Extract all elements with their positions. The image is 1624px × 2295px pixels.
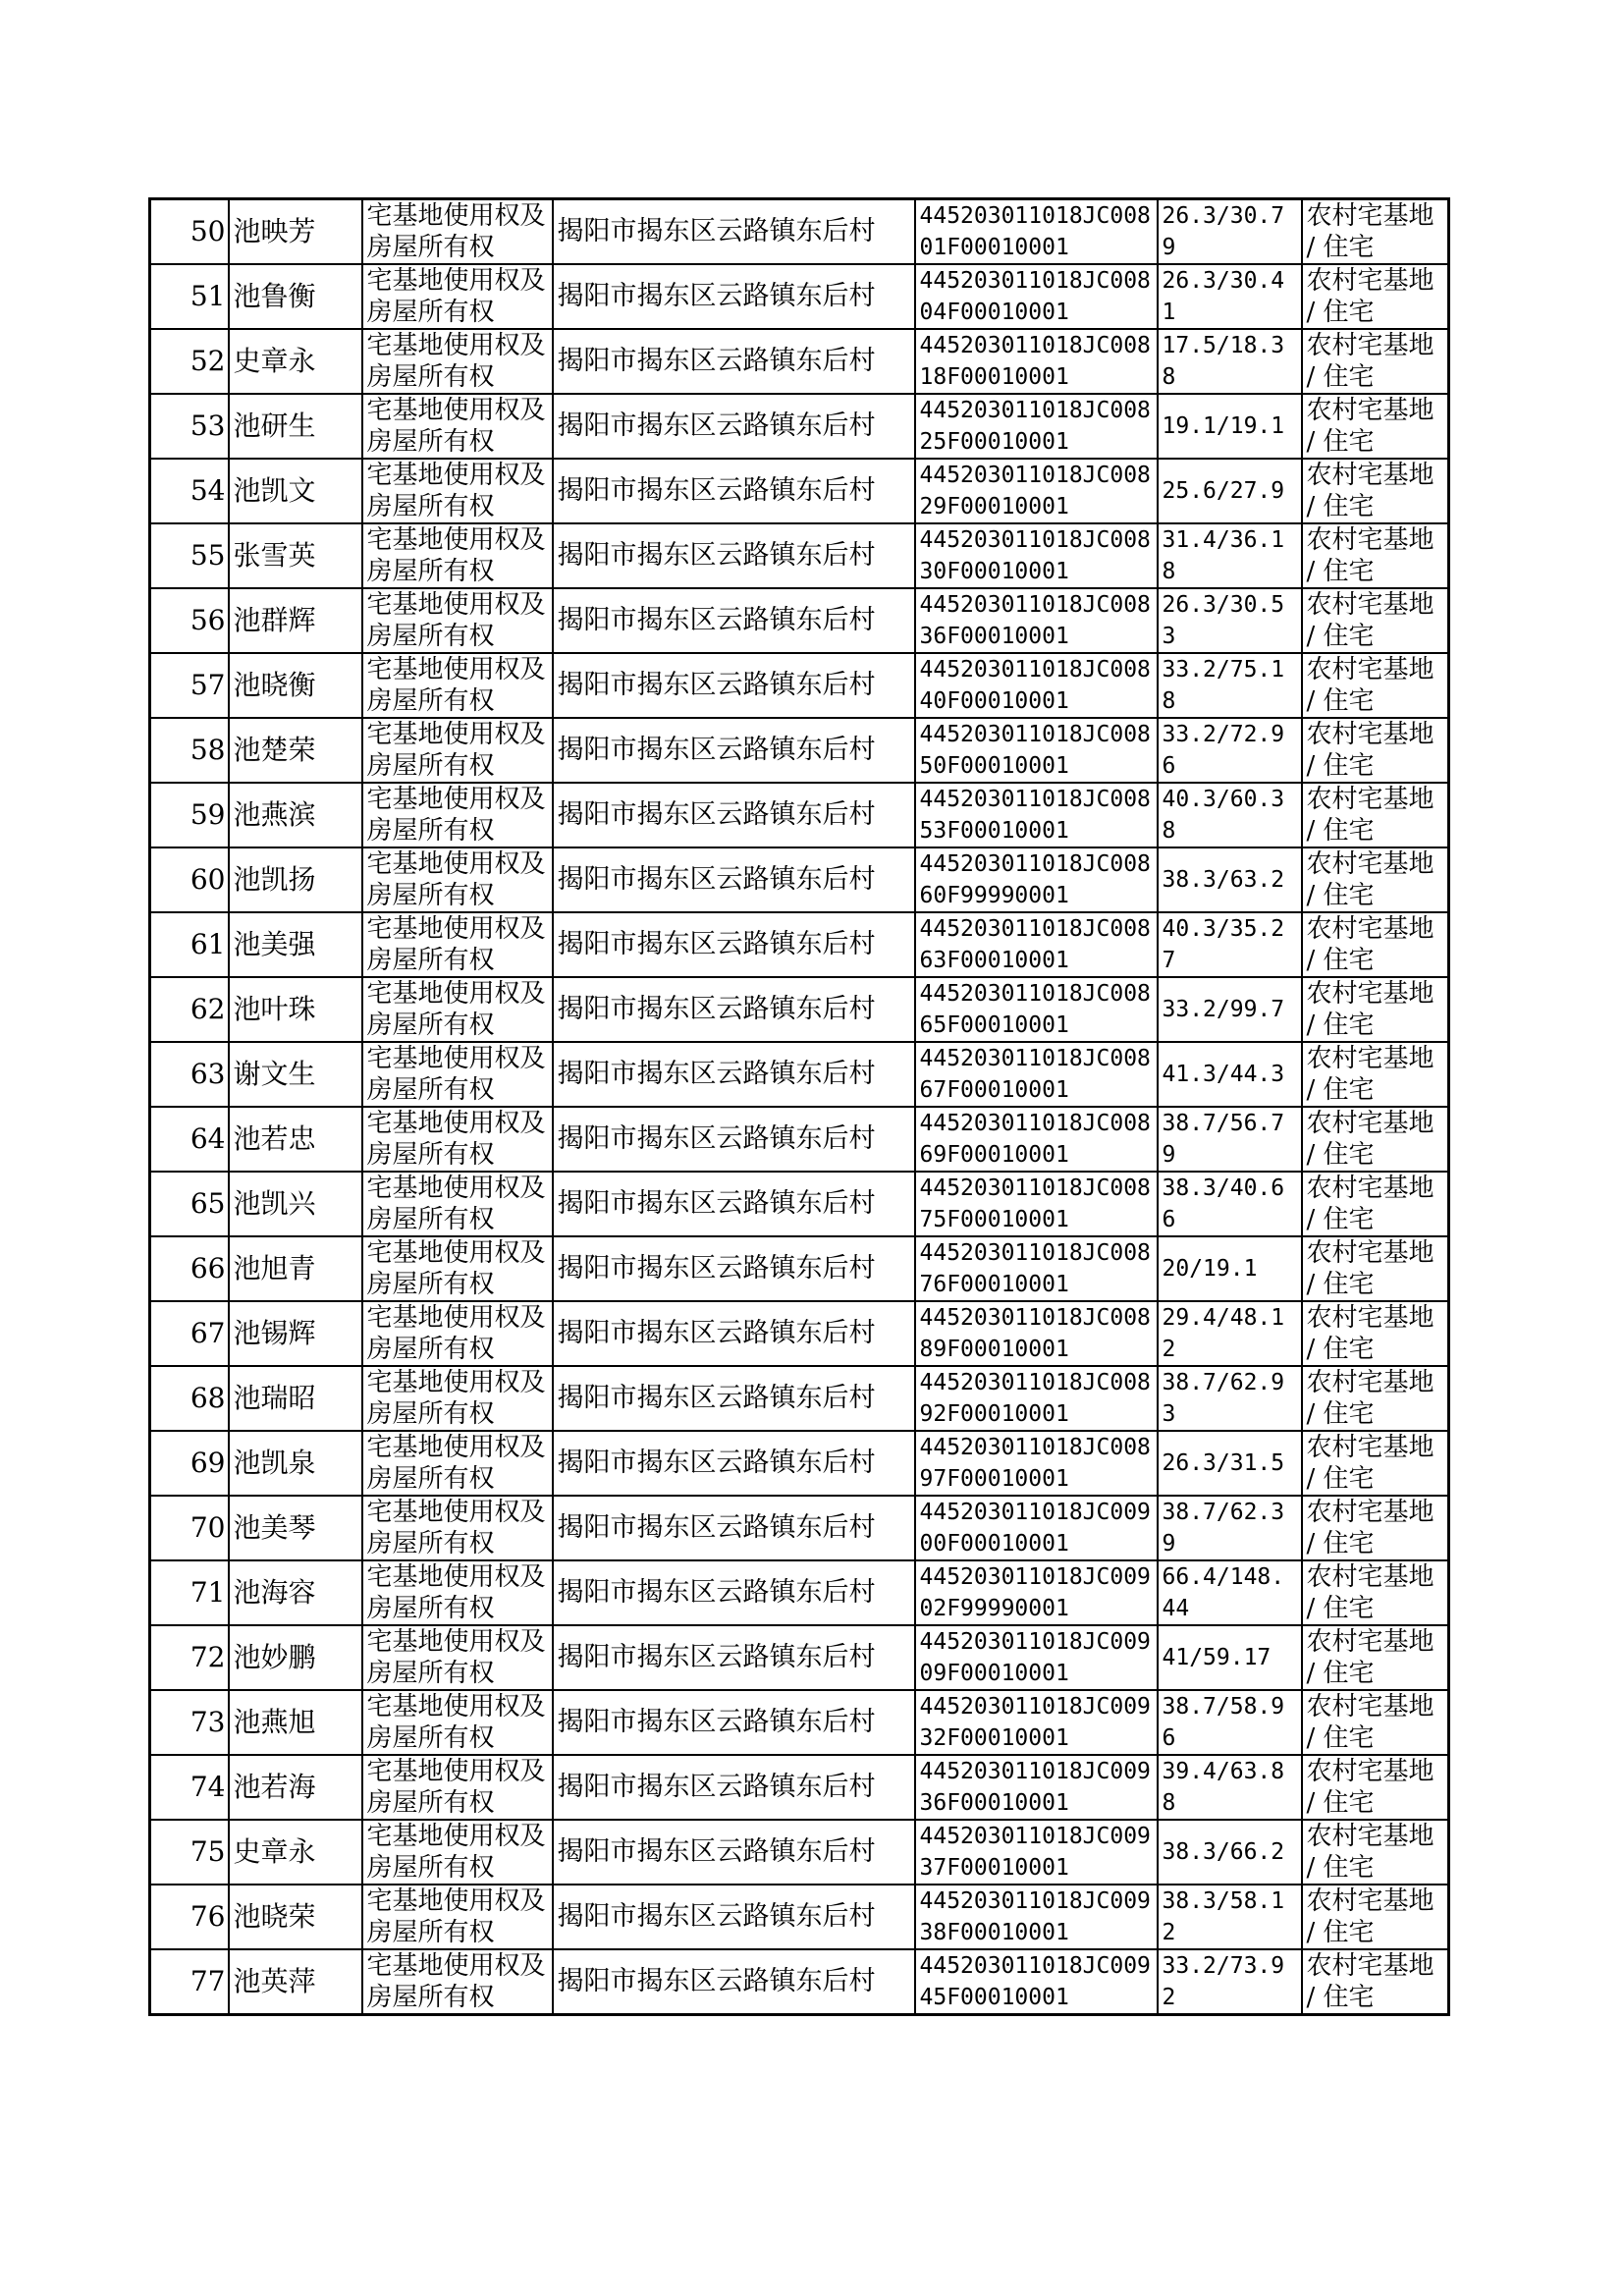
right-type-cell: 宅基地使用权及房屋所有权 [362,264,553,329]
area-value-cell: 26.3/30.41 [1158,264,1302,329]
right-type-cell: 宅基地使用权及房屋所有权 [362,1820,553,1885]
unit-code-cell: 445203011018JC00836F00010001 [915,588,1158,653]
land-use-cell: 农村宅基地 / 住宅 [1302,1301,1449,1366]
unit-code-cell: 445203011018JC00902F99990001 [915,1560,1158,1625]
land-use-cell: 农村宅基地 / 住宅 [1302,1366,1449,1431]
right-type-cell: 宅基地使用权及房屋所有权 [362,1885,553,1949]
right-type-cell: 宅基地使用权及房屋所有权 [362,1172,553,1236]
land-use-cell: 农村宅基地 / 住宅 [1302,1755,1449,1820]
row-number-cell: 70 [150,1496,229,1560]
land-use-cell: 农村宅基地 / 住宅 [1302,718,1449,783]
area-value-cell: 33.2/75.18 [1158,653,1302,718]
right-type-cell: 宅基地使用权及房屋所有权 [362,1431,553,1496]
row-number-cell: 59 [150,783,229,847]
land-use-cell: 农村宅基地 / 住宅 [1302,1885,1449,1949]
right-type-cell: 宅基地使用权及房屋所有权 [362,977,553,1042]
area-value-cell: 41.3/44.3 [1158,1042,1302,1107]
row-number-cell: 76 [150,1885,229,1949]
area-value-cell: 31.4/36.18 [1158,523,1302,588]
owner-name-cell: 池楚荣 [229,718,362,783]
owner-name-cell: 池晓衡 [229,653,362,718]
row-number-cell: 69 [150,1431,229,1496]
unit-code-cell: 445203011018JC00804F00010001 [915,264,1158,329]
right-type-cell: 宅基地使用权及房屋所有权 [362,1366,553,1431]
unit-code-cell: 445203011018JC00830F00010001 [915,523,1158,588]
owner-name-cell: 池群辉 [229,588,362,653]
unit-code-cell: 445203011018JC00875F00010001 [915,1172,1158,1236]
right-type-cell: 宅基地使用权及房屋所有权 [362,329,553,394]
land-use-cell: 农村宅基地 / 住宅 [1302,653,1449,718]
row-number-cell: 57 [150,653,229,718]
area-value-cell: 38.7/58.96 [1158,1690,1302,1755]
area-value-cell: 38.7/56.79 [1158,1107,1302,1172]
area-value-cell: 33.2/99.7 [1158,977,1302,1042]
land-use-cell: 农村宅基地 / 住宅 [1302,329,1449,394]
row-number-cell: 53 [150,394,229,459]
row-number-cell: 54 [150,459,229,523]
row-number-cell: 56 [150,588,229,653]
table-row [150,718,1449,783]
table-row [150,1820,1449,1885]
unit-code-cell: 445203011018JC00829F00010001 [915,459,1158,523]
area-value-cell: 40.3/60.38 [1158,783,1302,847]
land-use-cell: 农村宅基地 / 住宅 [1302,1496,1449,1560]
land-use-cell: 农村宅基地 / 住宅 [1302,1560,1449,1625]
owner-name-cell: 池凯扬 [229,847,362,912]
owner-name-cell: 池鲁衡 [229,264,362,329]
table-row [150,1431,1449,1496]
area-value-cell: 26.3/31.5 [1158,1431,1302,1496]
area-value-cell: 26.3/30.79 [1158,199,1302,265]
location-address-cell: 揭阳市揭东区云路镇东后村 [553,1107,915,1172]
right-type-cell: 宅基地使用权及房屋所有权 [362,718,553,783]
table-row [150,653,1449,718]
row-number-cell: 66 [150,1236,229,1301]
land-use-cell: 农村宅基地 / 住宅 [1302,1107,1449,1172]
right-type-cell: 宅基地使用权及房屋所有权 [362,1690,553,1755]
location-address-cell: 揭阳市揭东区云路镇东后村 [553,1042,915,1107]
table-row [150,459,1449,523]
area-value-cell: 26.3/30.53 [1158,588,1302,653]
row-number-cell: 61 [150,912,229,977]
owner-name-cell: 池映芳 [229,199,362,265]
row-number-cell: 64 [150,1107,229,1172]
row-number-cell: 51 [150,264,229,329]
table-row [150,1496,1449,1560]
row-number-cell: 72 [150,1625,229,1690]
location-address-cell: 揭阳市揭东区云路镇东后村 [553,1236,915,1301]
table-row [150,912,1449,977]
table-row [150,394,1449,459]
unit-code-cell: 445203011018JC00818F00010001 [915,329,1158,394]
location-address-cell: 揭阳市揭东区云路镇东后村 [553,1496,915,1560]
right-type-cell: 宅基地使用权及房屋所有权 [362,1236,553,1301]
right-type-cell: 宅基地使用权及房屋所有权 [362,588,553,653]
right-type-cell: 宅基地使用权及房屋所有权 [362,653,553,718]
row-number-cell: 73 [150,1690,229,1755]
table-row [150,199,1449,265]
area-value-cell: 17.5/18.38 [1158,329,1302,394]
table-row [150,1366,1449,1431]
table-row [150,847,1449,912]
table-row [150,1949,1449,2015]
area-value-cell: 33.2/72.96 [1158,718,1302,783]
row-number-cell: 75 [150,1820,229,1885]
area-value-cell: 39.4/63.88 [1158,1755,1302,1820]
area-value-cell: 38.3/63.2 [1158,847,1302,912]
row-number-cell: 62 [150,977,229,1042]
table-row [150,1885,1449,1949]
area-value-cell: 38.3/66.2 [1158,1820,1302,1885]
owner-name-cell: 池瑞昭 [229,1366,362,1431]
row-number-cell: 52 [150,329,229,394]
unit-code-cell: 445203011018JC00801F00010001 [915,199,1158,265]
location-address-cell: 揭阳市揭东区云路镇东后村 [553,1949,915,2015]
land-use-cell: 农村宅基地 / 住宅 [1302,783,1449,847]
unit-code-cell: 445203011018JC00937F00010001 [915,1820,1158,1885]
unit-code-cell: 445203011018JC00936F00010001 [915,1755,1158,1820]
land-use-cell: 农村宅基地 / 住宅 [1302,1172,1449,1236]
owner-name-cell: 池若忠 [229,1107,362,1172]
owner-name-cell: 池妙鹏 [229,1625,362,1690]
land-use-cell: 农村宅基地 / 住宅 [1302,264,1449,329]
location-address-cell: 揭阳市揭东区云路镇东后村 [553,912,915,977]
land-use-cell: 农村宅基地 / 住宅 [1302,912,1449,977]
owner-name-cell: 池若海 [229,1755,362,1820]
unit-code-cell: 445203011018JC00867F00010001 [915,1042,1158,1107]
table-row [150,977,1449,1042]
location-address-cell: 揭阳市揭东区云路镇东后村 [553,1690,915,1755]
right-type-cell: 宅基地使用权及房屋所有权 [362,394,553,459]
row-number-cell: 68 [150,1366,229,1431]
location-address-cell: 揭阳市揭东区云路镇东后村 [553,1885,915,1949]
unit-code-cell: 445203011018JC00850F00010001 [915,718,1158,783]
land-use-cell: 农村宅基地 / 住宅 [1302,523,1449,588]
area-value-cell: 38.7/62.93 [1158,1366,1302,1431]
unit-code-cell: 445203011018JC00853F00010001 [915,783,1158,847]
area-value-cell: 38.7/62.39 [1158,1496,1302,1560]
owner-name-cell: 池锡辉 [229,1301,362,1366]
row-number-cell: 71 [150,1560,229,1625]
table-row [150,1107,1449,1172]
owner-name-cell: 池研生 [229,394,362,459]
owner-name-cell: 池英萍 [229,1949,362,2015]
owner-name-cell: 池凯兴 [229,1172,362,1236]
row-number-cell: 58 [150,718,229,783]
row-number-cell: 77 [150,1949,229,2015]
owner-name-cell: 池晓荣 [229,1885,362,1949]
location-address-cell: 揭阳市揭东区云路镇东后村 [553,588,915,653]
location-address-cell: 揭阳市揭东区云路镇东后村 [553,1755,915,1820]
table-body [150,199,1449,2015]
owner-name-cell: 池叶珠 [229,977,362,1042]
table-row [150,1690,1449,1755]
table-row [150,1042,1449,1107]
area-value-cell: 29.4/48.12 [1158,1301,1302,1366]
right-type-cell: 宅基地使用权及房屋所有权 [362,1755,553,1820]
row-number-cell: 63 [150,1042,229,1107]
land-use-cell: 农村宅基地 / 住宅 [1302,1431,1449,1496]
right-type-cell: 宅基地使用权及房屋所有权 [362,1496,553,1560]
location-address-cell: 揭阳市揭东区云路镇东后村 [553,718,915,783]
unit-code-cell: 445203011018JC00863F00010001 [915,912,1158,977]
area-value-cell: 38.3/58.12 [1158,1885,1302,1949]
unit-code-cell: 445203011018JC00909F00010001 [915,1625,1158,1690]
location-address-cell: 揭阳市揭东区云路镇东后村 [553,653,915,718]
area-value-cell: 40.3/35.27 [1158,912,1302,977]
unit-code-cell: 445203011018JC00876F00010001 [915,1236,1158,1301]
area-value-cell: 66.4/148.44 [1158,1560,1302,1625]
location-address-cell: 揭阳市揭东区云路镇东后村 [553,783,915,847]
owner-name-cell: 史章永 [229,1820,362,1885]
owner-name-cell: 池凯文 [229,459,362,523]
unit-code-cell: 445203011018JC00945F00010001 [915,1949,1158,2015]
table-row [150,588,1449,653]
land-use-cell: 农村宅基地 / 住宅 [1302,1949,1449,2015]
location-address-cell: 揭阳市揭东区云路镇东后村 [553,1431,915,1496]
land-use-cell: 农村宅基地 / 住宅 [1302,394,1449,459]
location-address-cell: 揭阳市揭东区云路镇东后村 [553,264,915,329]
owner-name-cell: 池海容 [229,1560,362,1625]
table-row [150,1236,1449,1301]
location-address-cell: 揭阳市揭东区云路镇东后村 [553,459,915,523]
location-address-cell: 揭阳市揭东区云路镇东后村 [553,523,915,588]
land-use-cell: 农村宅基地 / 住宅 [1302,1690,1449,1755]
owner-name-cell: 池美琴 [229,1496,362,1560]
owner-name-cell: 池旭青 [229,1236,362,1301]
unit-code-cell: 445203011018JC00825F00010001 [915,394,1158,459]
unit-code-cell: 445203011018JC00889F00010001 [915,1301,1158,1366]
land-use-cell: 农村宅基地 / 住宅 [1302,977,1449,1042]
location-address-cell: 揭阳市揭东区云路镇东后村 [553,1301,915,1366]
table-row [150,1172,1449,1236]
location-address-cell: 揭阳市揭东区云路镇东后村 [553,847,915,912]
land-use-cell: 农村宅基地 / 住宅 [1302,1625,1449,1690]
unit-code-cell: 445203011018JC00900F00010001 [915,1496,1158,1560]
location-address-cell: 揭阳市揭东区云路镇东后村 [553,1820,915,1885]
owner-name-cell: 池燕旭 [229,1690,362,1755]
right-type-cell: 宅基地使用权及房屋所有权 [362,1625,553,1690]
row-number-cell: 50 [150,199,229,265]
owner-name-cell: 池燕滨 [229,783,362,847]
owner-name-cell: 史章永 [229,329,362,394]
right-type-cell: 宅基地使用权及房屋所有权 [362,1301,553,1366]
owner-name-cell: 张雪英 [229,523,362,588]
area-value-cell: 19.1/19.1 [1158,394,1302,459]
area-value-cell: 41/59.17 [1158,1625,1302,1690]
right-type-cell: 宅基地使用权及房屋所有权 [362,847,553,912]
table-row [150,1560,1449,1625]
table-row [150,329,1449,394]
land-use-cell: 农村宅基地 / 住宅 [1302,847,1449,912]
row-number-cell: 55 [150,523,229,588]
location-address-cell: 揭阳市揭东区云路镇东后村 [553,977,915,1042]
land-use-cell: 农村宅基地 / 住宅 [1302,199,1449,265]
unit-code-cell: 445203011018JC00869F00010001 [915,1107,1158,1172]
row-number-cell: 60 [150,847,229,912]
row-number-cell: 67 [150,1301,229,1366]
unit-code-cell: 445203011018JC00840F00010001 [915,653,1158,718]
owner-name-cell: 池美强 [229,912,362,977]
row-number-cell: 74 [150,1755,229,1820]
right-type-cell: 宅基地使用权及房屋所有权 [362,1107,553,1172]
owner-name-cell: 池凯泉 [229,1431,362,1496]
land-use-cell: 农村宅基地 / 住宅 [1302,1236,1449,1301]
right-type-cell: 宅基地使用权及房屋所有权 [362,1042,553,1107]
right-type-cell: 宅基地使用权及房屋所有权 [362,1949,553,2015]
owner-name-cell: 谢文生 [229,1042,362,1107]
table-row [150,1625,1449,1690]
area-value-cell: 20/19.1 [1158,1236,1302,1301]
table-row [150,264,1449,329]
right-type-cell: 宅基地使用权及房屋所有权 [362,199,553,265]
property-rights-table [148,197,1450,2016]
unit-code-cell: 445203011018JC00892F00010001 [915,1366,1158,1431]
right-type-cell: 宅基地使用权及房屋所有权 [362,783,553,847]
location-address-cell: 揭阳市揭东区云路镇东后村 [553,1625,915,1690]
unit-code-cell: 445203011018JC00932F00010001 [915,1690,1158,1755]
table-row [150,1755,1449,1820]
area-value-cell: 38.3/40.66 [1158,1172,1302,1236]
unit-code-cell: 445203011018JC00860F99990001 [915,847,1158,912]
table-row [150,1301,1449,1366]
location-address-cell: 揭阳市揭东区云路镇东后村 [553,394,915,459]
right-type-cell: 宅基地使用权及房屋所有权 [362,523,553,588]
right-type-cell: 宅基地使用权及房屋所有权 [362,912,553,977]
location-address-cell: 揭阳市揭东区云路镇东后村 [553,1172,915,1236]
unit-code-cell: 445203011018JC00897F00010001 [915,1431,1158,1496]
area-value-cell: 33.2/73.92 [1158,1949,1302,2015]
location-address-cell: 揭阳市揭东区云路镇东后村 [553,1366,915,1431]
location-address-cell: 揭阳市揭东区云路镇东后村 [553,329,915,394]
area-value-cell: 25.6/27.9 [1158,459,1302,523]
location-address-cell: 揭阳市揭东区云路镇东后村 [553,1560,915,1625]
land-use-cell: 农村宅基地 / 住宅 [1302,1820,1449,1885]
unit-code-cell: 445203011018JC00865F00010001 [915,977,1158,1042]
unit-code-cell: 445203011018JC00938F00010001 [915,1885,1158,1949]
location-address-cell: 揭阳市揭东区云路镇东后村 [553,199,915,265]
land-use-cell: 农村宅基地 / 住宅 [1302,459,1449,523]
right-type-cell: 宅基地使用权及房屋所有权 [362,459,553,523]
right-type-cell: 宅基地使用权及房屋所有权 [362,1560,553,1625]
row-number-cell: 65 [150,1172,229,1236]
table-row [150,523,1449,588]
land-use-cell: 农村宅基地 / 住宅 [1302,1042,1449,1107]
table-row [150,783,1449,847]
land-use-cell: 农村宅基地 / 住宅 [1302,588,1449,653]
